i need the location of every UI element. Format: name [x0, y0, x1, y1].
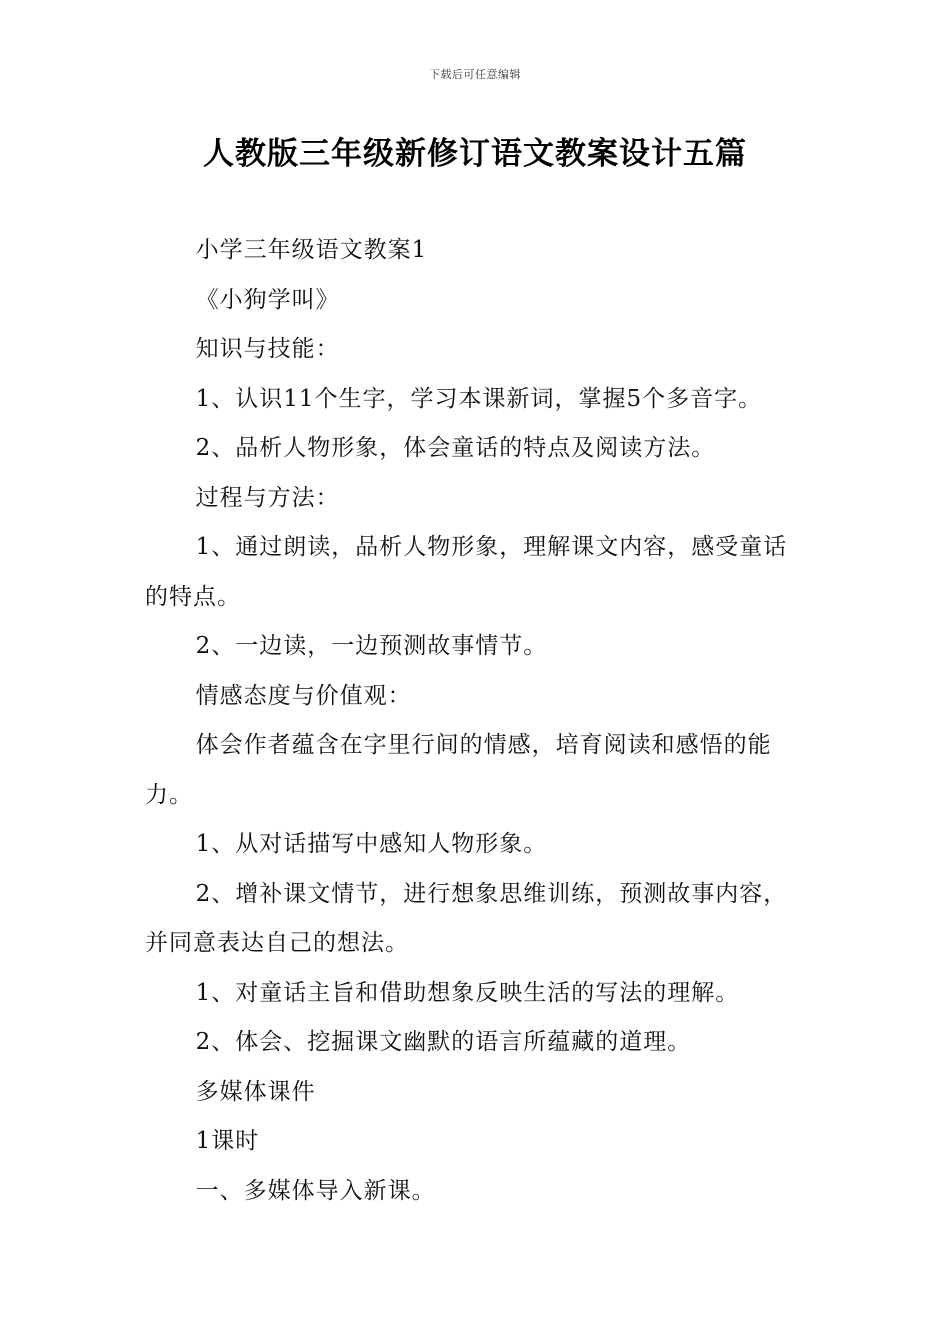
- document-title: 人教版三年级新修订语文教案设计五篇: [203, 136, 747, 172]
- header-note: 下载后可任意编辑: [429, 68, 521, 81]
- paragraph: 多媒体课件: [195, 1078, 316, 1105]
- paragraph: 1、对童话主旨和借助想象反映生活的写法的理解。: [195, 979, 740, 1006]
- paragraph-lesson-title: 《小狗学叫》: [195, 286, 340, 313]
- paragraph-section-heading: 小学三年级语文教案1: [195, 237, 428, 263]
- paragraph-process-heading: 过程与方法：: [195, 484, 340, 511]
- document-body: [145, 226, 810, 1216]
- paragraph: 1、通过朗读，品析人物形象，理解课文内容，感受童话的特点。: [145, 534, 788, 610]
- paragraph-attitude-heading: 情感态度与价值观：: [195, 682, 412, 709]
- paragraph: 2、一边读，一边预测故事情节。: [195, 633, 548, 659]
- paragraph: 1、认识11个生字，学习本课新词，掌握5个多音字。: [195, 385, 763, 412]
- paragraph: 2、体会、挖掘课文幽默的语言所蕴藏的道理。: [195, 1029, 692, 1055]
- paragraph: 一、多媒体导入新课。: [195, 1177, 436, 1204]
- paragraph: 1、从对话描写中感知人物形象。: [195, 831, 548, 857]
- paragraph: 2、增补课文情节，进行想象思维训练，预测故事内容，并同意表达自己的想法。: [145, 880, 788, 956]
- paragraph-knowledge-heading: 知识与技能：: [195, 336, 340, 362]
- paragraph: 体会作者蕴含在字里行间的情感，培育阅读和感悟的能力。: [145, 732, 772, 808]
- paragraph: 2、品析人物形象，体会童话的特点及阅读方法。: [195, 435, 716, 461]
- paragraph: 1课时: [195, 1128, 260, 1154]
